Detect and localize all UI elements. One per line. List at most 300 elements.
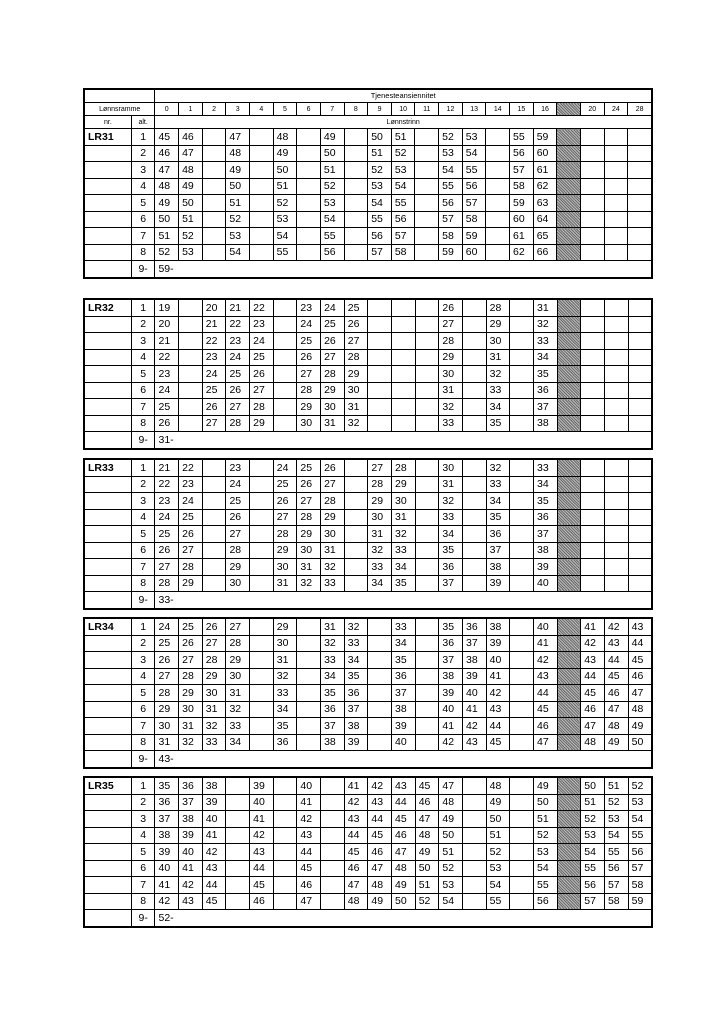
salary-step-cell: 59 xyxy=(462,228,486,245)
salary-step-cell: 24 xyxy=(297,316,321,333)
salary-step-cell: 26 xyxy=(155,652,179,669)
salary-step-cell xyxy=(368,618,392,635)
salary-step-cell xyxy=(344,162,368,179)
salary-step-cell: 29 xyxy=(179,575,203,592)
salary-step-cell: 42 xyxy=(202,844,226,861)
salary-step-cell xyxy=(604,299,628,316)
salary-step-cell xyxy=(297,652,321,669)
header-nr: nr. xyxy=(84,116,131,129)
shaded-cell xyxy=(557,794,581,811)
salary-step-cell xyxy=(604,509,628,526)
salary-step-cell: 40 xyxy=(297,777,321,794)
frame-name xyxy=(84,349,131,366)
salary-step-cell: 23 xyxy=(155,366,179,383)
salary-step-cell xyxy=(463,893,487,910)
salary-step-cell xyxy=(344,575,368,592)
salary-step-cell: 35 xyxy=(155,777,179,794)
salary-step-cell: 48 xyxy=(486,777,510,794)
salary-step-cell xyxy=(604,493,628,510)
footer-value: 59- xyxy=(155,261,652,278)
salary-step-cell: 41 xyxy=(581,618,605,635)
salary-step-cell xyxy=(368,399,392,416)
table-row xyxy=(84,382,652,399)
salary-step-cell xyxy=(202,509,226,526)
salary-step-cell: 21 xyxy=(155,459,179,476)
salary-step-cell: 44 xyxy=(202,877,226,894)
salary-step-cell: 27 xyxy=(321,476,345,493)
salary-step-cell: 51 xyxy=(604,777,628,794)
salary-step-cell: 41 xyxy=(533,635,557,652)
footer-blank xyxy=(84,261,131,278)
salary-step-cell: 25 xyxy=(226,366,250,383)
salary-step-cell xyxy=(321,794,345,811)
salary-step-cell: 32 xyxy=(486,459,510,476)
salary-step-cell: 57 xyxy=(628,860,652,877)
salary-step-cell: 46 xyxy=(604,685,628,702)
salary-step-cell: 29 xyxy=(179,685,203,702)
salary-step-cell xyxy=(415,559,439,576)
salary-step-cell: 52 xyxy=(604,794,628,811)
salary-step-cell: 26 xyxy=(321,459,345,476)
salary-step-cell: 32 xyxy=(202,718,226,735)
table-row xyxy=(84,162,652,179)
salary-step-cell xyxy=(604,162,628,179)
frame-name xyxy=(84,685,131,702)
salary-step-cell: 52 xyxy=(155,244,179,261)
salary-step-cell xyxy=(344,145,368,162)
salary-step-cell xyxy=(344,476,368,493)
salary-step-cell: 62 xyxy=(510,244,534,261)
salary-step-cell: 43 xyxy=(604,635,628,652)
salary-step-cell: 32 xyxy=(297,575,321,592)
salary-step-cell: 27 xyxy=(297,366,321,383)
salary-step-cell: 28 xyxy=(439,333,463,350)
salary-step-cell: 53 xyxy=(273,211,297,228)
salary-step-cell xyxy=(415,526,439,543)
salary-step-cell: 32 xyxy=(321,559,345,576)
salary-step-cell: 55 xyxy=(604,844,628,861)
shaded-cell xyxy=(557,228,581,245)
salary-step-cell xyxy=(628,145,652,162)
salary-step-cell xyxy=(463,316,487,333)
salary-step-cell xyxy=(226,877,250,894)
salary-step-cell: 20 xyxy=(202,299,226,316)
salary-step-cell xyxy=(179,415,203,432)
salary-step-cell: 26 xyxy=(344,316,368,333)
salary-step-cell: 45 xyxy=(392,811,416,828)
salary-step-cell: 46 xyxy=(533,718,557,735)
salary-step-cell: 29 xyxy=(155,701,179,718)
salary-step-cell: 47 xyxy=(368,860,392,877)
salary-step-cell xyxy=(463,415,487,432)
salary-step-cell: 53 xyxy=(462,129,486,146)
salary-step-cell: 52 xyxy=(415,893,439,910)
salary-frame-table-lr35 xyxy=(83,776,653,928)
table-row xyxy=(84,685,652,702)
salary-step-cell xyxy=(368,299,392,316)
salary-step-cell: 30 xyxy=(273,559,297,576)
salary-step-cell xyxy=(581,542,605,559)
salary-step-cell xyxy=(392,366,416,383)
salary-step-cell: 52 xyxy=(273,195,297,212)
salary-step-cell: 53 xyxy=(439,877,463,894)
salary-step-cell: 56 xyxy=(368,228,392,245)
salary-step-cell: 48 xyxy=(439,794,463,811)
salary-step-cell xyxy=(628,195,652,212)
salary-step-cell xyxy=(250,195,274,212)
salary-step-cell xyxy=(250,718,274,735)
salary-step-cell xyxy=(463,366,487,383)
alternative-number: 6 xyxy=(131,382,155,399)
salary-step-cell: 58 xyxy=(439,228,463,245)
shaded-cell xyxy=(557,415,581,432)
table-row xyxy=(84,333,652,350)
table-row xyxy=(84,228,652,245)
salary-step-cell: 48 xyxy=(604,718,628,735)
salary-step-cell xyxy=(415,459,439,476)
salary-step-cell: 46 xyxy=(415,794,439,811)
salary-step-cell xyxy=(226,777,250,794)
salary-step-cell: 32 xyxy=(226,701,250,718)
frame-name xyxy=(84,382,131,399)
shaded-cell xyxy=(557,860,581,877)
salary-step-cell: 31 xyxy=(368,526,392,543)
column-header: 13 xyxy=(462,103,486,116)
salary-step-cell: 45 xyxy=(628,652,652,669)
salary-step-cell: 52 xyxy=(391,145,415,162)
salary-step-cell: 21 xyxy=(202,316,226,333)
salary-step-cell xyxy=(250,559,274,576)
salary-step-cell xyxy=(368,701,392,718)
salary-step-cell xyxy=(415,162,439,179)
salary-step-cell: 38 xyxy=(179,811,203,828)
frame-name xyxy=(84,668,131,685)
salary-step-cell xyxy=(628,382,652,399)
salary-step-cell: 61 xyxy=(533,162,557,179)
salary-step-cell: 31 xyxy=(533,299,557,316)
salary-step-cell: 28 xyxy=(344,349,368,366)
salary-step-cell: 56 xyxy=(391,211,415,228)
salary-step-cell xyxy=(273,415,297,432)
salary-step-cell: 54 xyxy=(533,860,557,877)
salary-step-cell: 37 xyxy=(463,635,487,652)
shaded-cell xyxy=(557,542,581,559)
salary-step-cell xyxy=(463,844,487,861)
salary-step-cell: 43 xyxy=(368,794,392,811)
salary-step-cell: 49 xyxy=(320,129,344,146)
salary-step-cell: 34 xyxy=(368,575,392,592)
salary-step-cell: 26 xyxy=(179,526,203,543)
table-row xyxy=(84,211,652,228)
salary-step-cell xyxy=(628,542,652,559)
footer-alt: 9- xyxy=(131,910,155,927)
salary-step-cell: 41 xyxy=(463,701,487,718)
salary-step-cell xyxy=(250,178,274,195)
salary-step-cell xyxy=(321,811,345,828)
salary-step-cell: 27 xyxy=(344,333,368,350)
salary-step-cell: 30 xyxy=(202,685,226,702)
salary-step-cell: 55 xyxy=(628,827,652,844)
salary-step-cell: 37 xyxy=(392,685,416,702)
salary-step-cell xyxy=(415,542,439,559)
salary-step-cell xyxy=(581,476,605,493)
salary-step-cell: 52 xyxy=(439,129,463,146)
salary-step-cell: 37 xyxy=(179,794,203,811)
salary-step-cell: 30 xyxy=(226,575,250,592)
salary-step-cell: 36 xyxy=(486,526,510,543)
salary-step-cell xyxy=(321,860,345,877)
salary-step-cell: 54 xyxy=(439,162,463,179)
salary-step-cell: 57 xyxy=(510,162,534,179)
salary-step-cell: 55 xyxy=(462,162,486,179)
salary-step-cell: 33 xyxy=(368,559,392,576)
alternative-number: 8 xyxy=(131,244,155,261)
salary-step-cell xyxy=(581,459,605,476)
salary-step-cell: 43 xyxy=(533,668,557,685)
salary-step-cell xyxy=(297,145,321,162)
salary-step-cell: 25 xyxy=(297,459,321,476)
salary-step-cell: 45 xyxy=(250,877,274,894)
salary-step-cell: 34 xyxy=(392,635,416,652)
alternative-number: 3 xyxy=(131,493,155,510)
salary-step-cell xyxy=(368,718,392,735)
salary-step-cell xyxy=(510,459,534,476)
salary-step-cell xyxy=(250,493,274,510)
salary-step-cell: 50 xyxy=(533,794,557,811)
footer-value: 31- xyxy=(155,432,652,449)
salary-step-cell: 49 xyxy=(486,794,510,811)
column-header: 16 xyxy=(533,103,557,116)
shaded-cell xyxy=(557,349,581,366)
salary-step-cell: 54 xyxy=(439,893,463,910)
salary-step-cell: 33 xyxy=(486,382,510,399)
salary-step-cell xyxy=(510,575,534,592)
salary-step-cell xyxy=(344,129,368,146)
salary-step-cell xyxy=(202,542,226,559)
salary-step-cell: 30 xyxy=(392,493,416,510)
table-row xyxy=(84,366,652,383)
salary-step-cell xyxy=(628,415,652,432)
alternative-number: 5 xyxy=(131,844,155,861)
salary-step-cell xyxy=(580,145,604,162)
salary-step-cell xyxy=(415,366,439,383)
salary-step-cell: 34 xyxy=(486,399,510,416)
salary-step-cell: 45 xyxy=(604,668,628,685)
salary-step-cell: 55 xyxy=(439,178,463,195)
salary-step-cell: 51 xyxy=(391,129,415,146)
salary-step-cell xyxy=(581,415,605,432)
salary-step-cell: 46 xyxy=(179,129,203,146)
salary-step-cell xyxy=(202,526,226,543)
salary-step-cell xyxy=(486,228,510,245)
salary-step-cell: 20 xyxy=(155,316,179,333)
salary-step-cell xyxy=(344,228,368,245)
alternative-number: 2 xyxy=(131,316,155,333)
salary-step-cell: 38 xyxy=(486,618,510,635)
salary-step-cell: 29 xyxy=(297,399,321,416)
frame-name xyxy=(84,244,131,261)
salary-step-cell xyxy=(344,244,368,261)
table-row xyxy=(84,459,652,476)
salary-step-cell: 52 xyxy=(581,811,605,828)
salary-step-cell xyxy=(297,734,321,751)
salary-step-cell xyxy=(297,178,321,195)
salary-step-cell xyxy=(510,811,534,828)
frame-name xyxy=(84,178,131,195)
salary-step-cell: 34 xyxy=(226,734,250,751)
salary-step-cell xyxy=(486,195,510,212)
salary-step-cell xyxy=(581,349,605,366)
salary-step-cell: 46 xyxy=(628,668,652,685)
salary-step-cell xyxy=(250,211,274,228)
salary-step-cell: 40 xyxy=(533,575,557,592)
salary-step-cell: 27 xyxy=(202,415,226,432)
salary-step-cell: 54 xyxy=(320,211,344,228)
salary-step-cell xyxy=(580,211,604,228)
salary-step-cell: 25 xyxy=(297,333,321,350)
salary-step-cell: 45 xyxy=(486,734,510,751)
column-header: 20 xyxy=(580,103,604,116)
salary-step-cell xyxy=(628,476,652,493)
salary-step-cell: 39 xyxy=(533,559,557,576)
salary-step-cell xyxy=(604,211,628,228)
salary-step-cell: 47 xyxy=(155,162,179,179)
alternative-number: 4 xyxy=(131,178,155,195)
frame-name xyxy=(84,652,131,669)
salary-step-cell: 38 xyxy=(533,542,557,559)
salary-step-cell: 48 xyxy=(368,877,392,894)
salary-step-cell: 43 xyxy=(581,652,605,669)
salary-step-cell xyxy=(581,559,605,576)
salary-step-cell: 52 xyxy=(628,777,652,794)
salary-step-cell: 62 xyxy=(533,178,557,195)
table-row xyxy=(84,575,652,592)
salary-step-cell xyxy=(510,777,534,794)
salary-step-cell xyxy=(368,382,392,399)
salary-step-cell xyxy=(510,559,534,576)
frame-name xyxy=(84,575,131,592)
salary-step-cell xyxy=(463,299,487,316)
salary-step-cell xyxy=(463,827,487,844)
salary-step-cell: 37 xyxy=(321,718,345,735)
salary-step-cell: 28 xyxy=(226,542,250,559)
salary-step-cell xyxy=(510,827,534,844)
salary-step-cell xyxy=(273,777,297,794)
salary-step-cell xyxy=(581,382,605,399)
salary-step-cell xyxy=(202,162,226,179)
salary-step-cell xyxy=(628,178,652,195)
alternative-number: 7 xyxy=(131,228,155,245)
salary-step-cell: 29 xyxy=(368,493,392,510)
salary-step-cell: 32 xyxy=(533,316,557,333)
salary-step-cell: 49 xyxy=(392,877,416,894)
salary-step-cell: 27 xyxy=(368,459,392,476)
alternative-number: 6 xyxy=(131,860,155,877)
salary-step-cell xyxy=(202,476,226,493)
salary-step-cell: 28 xyxy=(226,635,250,652)
salary-step-cell xyxy=(250,635,274,652)
salary-step-cell: 26 xyxy=(439,299,463,316)
salary-step-cell xyxy=(321,877,345,894)
salary-step-cell xyxy=(368,349,392,366)
salary-step-cell xyxy=(581,575,605,592)
salary-step-cell: 27 xyxy=(226,399,250,416)
salary-step-cell: 30 xyxy=(273,635,297,652)
salary-step-cell: 41 xyxy=(202,827,226,844)
salary-step-cell: 38 xyxy=(392,701,416,718)
salary-step-cell xyxy=(628,299,652,316)
salary-step-cell: 46 xyxy=(581,701,605,718)
salary-step-cell: 51 xyxy=(226,195,250,212)
salary-step-cell: 49 xyxy=(604,734,628,751)
salary-step-cell: 51 xyxy=(368,145,392,162)
shaded-cell xyxy=(557,366,581,383)
salary-step-cell xyxy=(250,685,274,702)
shaded-cell xyxy=(557,145,581,162)
salary-step-cell: 54 xyxy=(604,827,628,844)
salary-step-cell xyxy=(297,668,321,685)
salary-step-cell: 32 xyxy=(344,415,368,432)
salary-step-cell xyxy=(273,382,297,399)
salary-step-cell: 26 xyxy=(273,493,297,510)
salary-step-cell: 60 xyxy=(462,244,486,261)
salary-step-cell: 49 xyxy=(368,893,392,910)
frame-name xyxy=(84,559,131,576)
salary-step-cell: 46 xyxy=(155,145,179,162)
table-row xyxy=(84,415,652,432)
salary-step-cell: 44 xyxy=(250,860,274,877)
salary-step-cell: 22 xyxy=(226,316,250,333)
salary-step-cell: 51 xyxy=(486,827,510,844)
salary-step-cell: 26 xyxy=(297,349,321,366)
salary-step-cell: 43 xyxy=(344,811,368,828)
salary-step-cell xyxy=(628,366,652,383)
salary-step-cell: 66 xyxy=(533,244,557,261)
salary-step-cell: 44 xyxy=(533,685,557,702)
salary-step-cell: 29 xyxy=(344,366,368,383)
salary-step-cell: 57 xyxy=(439,211,463,228)
salary-step-cell xyxy=(368,652,392,669)
salary-step-cell xyxy=(628,493,652,510)
salary-step-cell xyxy=(273,299,297,316)
table-row xyxy=(84,316,652,333)
salary-step-cell: 53 xyxy=(391,162,415,179)
table-row xyxy=(84,542,652,559)
salary-step-cell xyxy=(344,559,368,576)
salary-step-cell: 41 xyxy=(179,860,203,877)
salary-step-cell: 47 xyxy=(392,844,416,861)
alternative-number: 2 xyxy=(131,476,155,493)
frame-name xyxy=(84,316,131,333)
alternative-number: 6 xyxy=(131,211,155,228)
salary-step-cell xyxy=(202,459,226,476)
salary-step-cell: 27 xyxy=(297,493,321,510)
frame-name: LR34 xyxy=(84,618,131,635)
alternative-number: 7 xyxy=(131,399,155,416)
alternative-number: 8 xyxy=(131,734,155,751)
salary-step-cell: 24 xyxy=(321,299,345,316)
salary-step-cell: 30 xyxy=(368,509,392,526)
salary-step-cell xyxy=(344,542,368,559)
alternative-number: 2 xyxy=(131,145,155,162)
salary-step-cell xyxy=(250,575,274,592)
salary-step-cell: 56 xyxy=(510,145,534,162)
salary-step-cell: 50 xyxy=(368,129,392,146)
salary-step-cell: 38 xyxy=(533,415,557,432)
salary-step-cell xyxy=(415,333,439,350)
salary-step-cell: 31 xyxy=(202,701,226,718)
salary-step-cell: 46 xyxy=(392,827,416,844)
